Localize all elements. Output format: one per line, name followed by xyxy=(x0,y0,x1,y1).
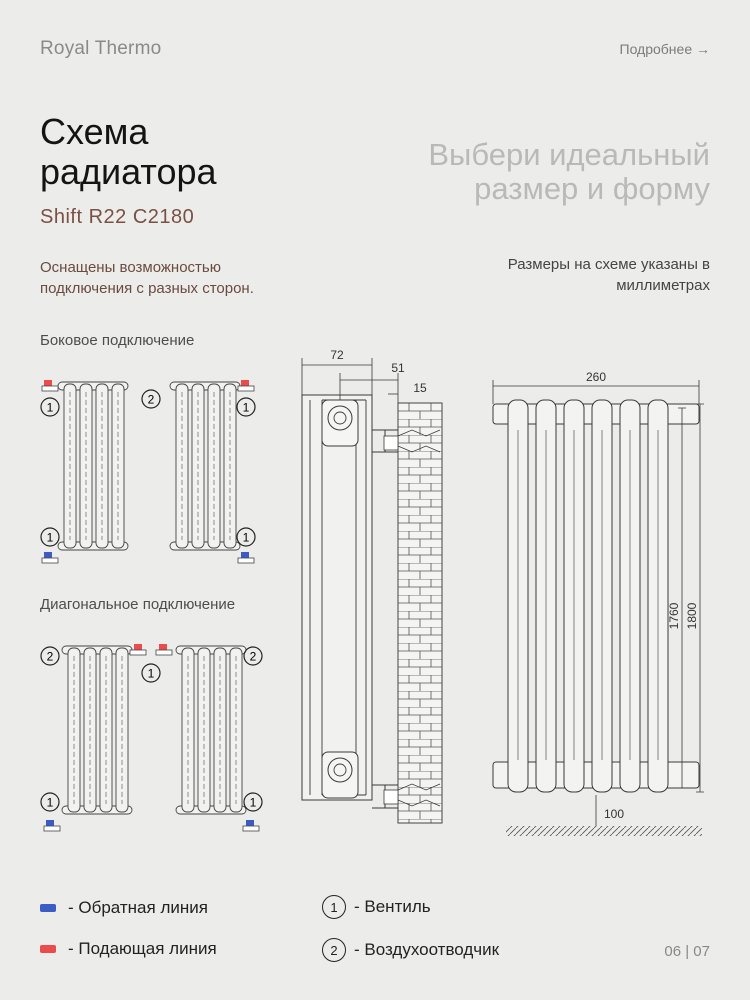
wall xyxy=(398,403,442,823)
legend-air-vent xyxy=(322,938,499,962)
dim-51: 51 xyxy=(391,361,405,375)
svg-text:1: 1 xyxy=(249,795,257,810)
return-fitting xyxy=(44,820,60,831)
valve-marker xyxy=(142,664,160,682)
title-line-1: Схема xyxy=(40,111,149,152)
air-vent-marker xyxy=(142,390,160,408)
air-vent-marker-icon: 2 xyxy=(322,938,346,962)
return-swatch xyxy=(40,904,56,912)
svg-text:1: 1 xyxy=(46,530,54,545)
legend-valve-label: - Вентиль xyxy=(354,897,431,916)
section-side-connection: Боковое подключение xyxy=(40,332,195,349)
air-vent-marker xyxy=(244,647,262,665)
legend-air-vent-label: - Воздухоотводчик xyxy=(354,940,500,959)
legend-supply-label: - Подающая линия xyxy=(68,939,217,958)
svg-text:2: 2 xyxy=(46,649,54,664)
return-fitting xyxy=(238,552,254,563)
side-connection-diagrams xyxy=(41,380,255,563)
dim-1800: 1800 xyxy=(685,602,699,630)
legend-return-label: - Обратная линия xyxy=(68,898,208,917)
dim-1760: 1760 xyxy=(667,602,681,630)
valve-marker xyxy=(41,398,59,416)
svg-text:2: 2 xyxy=(147,392,155,407)
valve-marker-icon: 1 xyxy=(322,895,346,919)
side-view-drawing xyxy=(302,348,442,823)
description-right: Размеры на схеме указаны в миллиметрах xyxy=(507,256,710,294)
return-fitting xyxy=(42,552,58,563)
air-vent-marker xyxy=(41,647,59,665)
slogan-line-2: размер и форму xyxy=(474,171,710,206)
valve-marker xyxy=(237,398,255,416)
slogan-line-1: Выбери идеальный xyxy=(428,137,710,172)
supply-fitting xyxy=(42,380,58,391)
description-left: Оснащены возможностью подключения с разных сторон. xyxy=(40,259,254,297)
dim-100: 100 xyxy=(603,807,625,821)
svg-text:1: 1 xyxy=(46,400,54,415)
pagination: 06 | 07 xyxy=(664,943,710,960)
dim-72: 72 xyxy=(330,348,344,362)
more-link[interactable]: Подробнее → xyxy=(619,41,710,57)
return-fitting xyxy=(243,820,259,831)
valve-marker xyxy=(41,793,59,811)
legend-return-line xyxy=(40,898,208,918)
svg-text:1: 1 xyxy=(46,795,54,810)
dim-15: 15 xyxy=(413,381,427,395)
svg-text:1: 1 xyxy=(242,400,250,415)
dim-260: 260 xyxy=(585,370,607,384)
section-diagonal-connection: Диагональное подключение xyxy=(40,596,236,613)
diagonal-connection-diagrams xyxy=(41,644,262,831)
svg-text:2: 2 xyxy=(249,649,257,664)
supply-swatch xyxy=(40,945,56,953)
legend-supply-line xyxy=(40,939,217,959)
valve-marker xyxy=(244,793,262,811)
valve-marker xyxy=(41,528,59,546)
svg-text:1: 1 xyxy=(147,666,155,681)
title-line-2: радиатора xyxy=(40,151,217,192)
legend-valve xyxy=(322,895,431,919)
model-name: Shift R22 C2180 xyxy=(40,206,195,228)
valve-marker xyxy=(237,528,255,546)
brand-logo: Royal Thermo xyxy=(40,38,162,59)
floor-hatch xyxy=(506,826,702,836)
svg-text:1: 1 xyxy=(242,530,250,545)
supply-fitting xyxy=(156,644,172,655)
front-view-drawing xyxy=(493,370,704,836)
